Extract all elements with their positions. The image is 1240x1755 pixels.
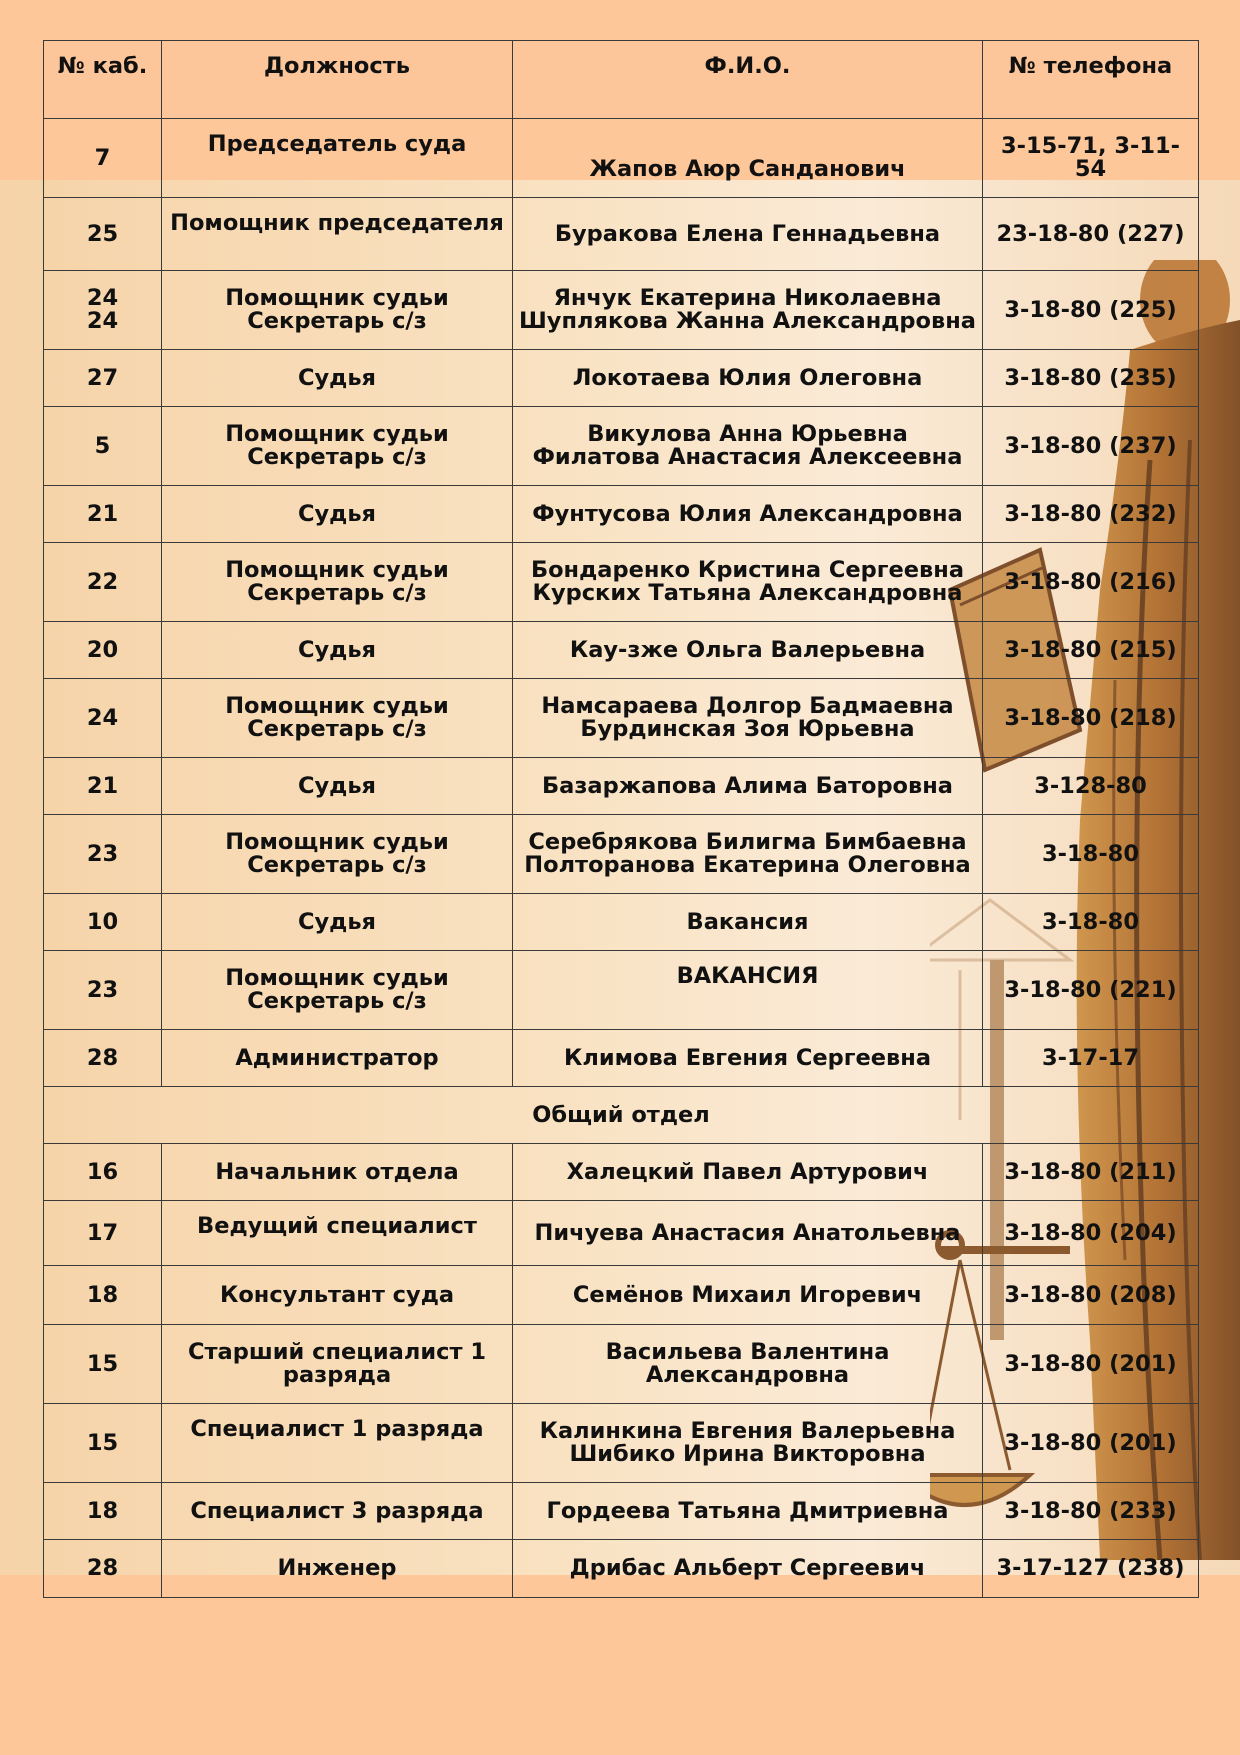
cell-name [513, 407, 983, 486]
cell-position [162, 1266, 513, 1325]
cell-phone [983, 1266, 1199, 1325]
phone-text: 3-128-80 [1034, 772, 1147, 799]
name-text: Локотаева Юлия Олеговна [572, 364, 923, 391]
name-text: Жапов Аюр Санданович [589, 156, 906, 182]
room-text: 16 [86, 1158, 119, 1185]
cell-phone [983, 350, 1199, 407]
table-row [44, 1201, 1199, 1266]
section-row [44, 1087, 1199, 1144]
table-row [44, 1404, 1199, 1483]
room-text: 22 [86, 568, 119, 595]
name-text: Серебрякова Билигма Бимбаевна [528, 829, 967, 855]
table-row [44, 543, 1199, 622]
name-text: Шуплякова Жанна Александровна [519, 308, 976, 334]
room-text: 28 [86, 1044, 119, 1071]
cell-room [44, 271, 162, 350]
table-row [44, 1483, 1199, 1540]
name-text: Шибико Ирина Викторовна [569, 1441, 926, 1467]
header-name-label: Ф.И.О. [704, 53, 791, 79]
cell-name [513, 350, 983, 407]
name-text: Филатова Анастасия Алексеевна [532, 444, 963, 470]
cell-position [162, 1325, 513, 1404]
cell-phone [983, 622, 1199, 679]
phone-text: 3-18-80 (225) [1004, 296, 1177, 323]
cell-position [162, 1201, 513, 1266]
table-row [44, 1325, 1199, 1404]
table-row [44, 679, 1199, 758]
room-text: 17 [86, 1219, 119, 1246]
cell-position [162, 198, 513, 271]
name-text: Дрибас Альберт Сергеевич [569, 1555, 926, 1581]
cell-room [44, 1325, 162, 1404]
cell-position [162, 1030, 513, 1087]
cell-position [162, 622, 513, 679]
cell-room [44, 894, 162, 951]
phone-text: 3-18-80 (204) [1004, 1219, 1177, 1246]
position-text: Секретарь с/з [247, 308, 427, 334]
room-text: 21 [86, 500, 119, 527]
table-row [44, 815, 1199, 894]
table-row [44, 1030, 1199, 1087]
cell-name [513, 1540, 983, 1598]
cell-phone [983, 679, 1199, 758]
name-text: Пичуева Анастасия Анатольевна [534, 1219, 961, 1246]
table-row [44, 198, 1199, 271]
phone-text: 3-18-80 (221) [1004, 976, 1177, 1003]
cell-name [513, 1266, 983, 1325]
table-row [44, 951, 1199, 1030]
cell-position [162, 543, 513, 622]
cell-position [162, 951, 513, 1030]
cell-phone [983, 1483, 1199, 1540]
cell-phone [983, 894, 1199, 951]
cell-room [44, 1266, 162, 1325]
position-text: Судья [297, 364, 377, 391]
cell-room [44, 1540, 162, 1598]
cell-position [162, 119, 513, 198]
name-text: Базаржапова Алима Баторовна [542, 772, 953, 799]
position-text: Судья [297, 636, 377, 663]
cell-name [513, 951, 983, 1030]
name-text: Полторанова Екатерина Олеговна [524, 852, 971, 878]
phone-text: 3-15-71, 3-11-54 [1001, 133, 1180, 182]
position-text: разряда [282, 1362, 392, 1388]
room-text: 18 [86, 1281, 119, 1308]
cell-position [162, 758, 513, 815]
position-text: Секретарь с/з [247, 444, 427, 470]
phone-text: 3-18-80 (211) [1004, 1158, 1177, 1185]
section-title: Общий отдел [44, 1087, 1199, 1144]
name-text: Бондаренко Кристина Сергеевна [530, 557, 965, 583]
header-room-label: № каб. [57, 53, 148, 79]
cell-name [513, 679, 983, 758]
position-text: Помощник судьи [225, 421, 449, 447]
name-text: Курских Татьяна Александровна [532, 580, 963, 606]
cell-position [162, 486, 513, 543]
cell-room [44, 679, 162, 758]
header-phone [983, 41, 1199, 119]
table-row [44, 407, 1199, 486]
cell-phone [983, 1030, 1199, 1087]
table-row [44, 119, 1199, 198]
cell-phone [983, 486, 1199, 543]
name-text: Фунтусова Юлия Александровна [532, 500, 963, 527]
name-text: Александровна [645, 1362, 850, 1388]
position-text: Начальник отдела [215, 1158, 459, 1185]
table-row [44, 486, 1199, 543]
table-row [44, 350, 1199, 407]
cell-name [513, 894, 983, 951]
phone-text: 3-18-80 (218) [1004, 704, 1177, 731]
room-text: 20 [86, 636, 119, 663]
name-text: Бурдинская Зоя Юрьевна [580, 716, 915, 742]
phone-text: 3-18-80 (216) [1004, 568, 1177, 595]
room-text: 15 [86, 1350, 119, 1377]
phone-text: 3-18-80 [1042, 908, 1139, 935]
cell-room [44, 486, 162, 543]
position-text: Секретарь с/з [247, 852, 427, 878]
room-text: 10 [86, 908, 119, 935]
cell-name [513, 1201, 983, 1266]
phone-text: 3-17-17 [1042, 1044, 1139, 1071]
cell-room [44, 1030, 162, 1087]
cell-position [162, 1483, 513, 1540]
position-text: Помощник судьи [225, 285, 449, 311]
position-text: Консультант суда [219, 1281, 455, 1308]
cell-name [513, 119, 983, 198]
position-text: Секретарь с/з [247, 716, 427, 742]
cell-phone [983, 119, 1199, 198]
header-position-label: Должность [264, 53, 410, 79]
phone-text: 3-18-80 (201) [1004, 1350, 1177, 1377]
cell-phone [983, 951, 1199, 1030]
cell-room [44, 622, 162, 679]
table-row [44, 1144, 1199, 1201]
cell-name [513, 1404, 983, 1483]
position-text: Специалист 1 разряда [190, 1416, 484, 1442]
cell-phone [983, 1201, 1199, 1266]
position-text: Ведущий специалист [197, 1213, 477, 1239]
cell-phone [983, 271, 1199, 350]
cell-position [162, 350, 513, 407]
cell-name [513, 1325, 983, 1404]
cell-phone [983, 543, 1199, 622]
room-text: 27 [86, 364, 119, 391]
cell-name [513, 622, 983, 679]
phone-text: 3-18-80 (208) [1004, 1281, 1177, 1308]
cell-position [162, 679, 513, 758]
name-text: Гордеева Татьяна Дмитриевна [546, 1497, 949, 1524]
cell-name [513, 815, 983, 894]
phone-text: 23-18-80 (227) [996, 220, 1185, 247]
cell-position [162, 1144, 513, 1201]
position-text: Администратор [235, 1044, 439, 1071]
room-text: 28 [86, 1555, 119, 1581]
cell-room [44, 1201, 162, 1266]
cell-position [162, 271, 513, 350]
phone-directory-table [43, 40, 1199, 1598]
cell-name [513, 271, 983, 350]
cell-phone [983, 815, 1199, 894]
cell-phone [983, 1144, 1199, 1201]
room-text: 23 [86, 976, 119, 1003]
name-text: Викулова Анна Юрьевна [587, 421, 908, 447]
cell-room [44, 1144, 162, 1201]
table-body [44, 119, 1199, 1598]
cell-position [162, 1540, 513, 1598]
name-text: Халецкий Павел Артурович [566, 1158, 929, 1185]
cell-room [44, 198, 162, 271]
cell-phone [983, 758, 1199, 815]
cell-room [44, 543, 162, 622]
cell-room [44, 758, 162, 815]
header-room [44, 41, 162, 119]
room-text: 7 [94, 144, 111, 171]
cell-name [513, 486, 983, 543]
position-text: Помощник судьи [225, 829, 449, 855]
room-text: 5 [94, 432, 111, 459]
cell-name [513, 543, 983, 622]
position-text: Помощник судьи [225, 965, 449, 991]
position-text: Председатель суда [207, 131, 467, 157]
name-text: Васильева Валентина [605, 1339, 890, 1365]
cell-name [513, 758, 983, 815]
name-text: Кау-зже Ольга Валерьевна [569, 636, 926, 663]
position-text: Помощник судьи [225, 557, 449, 583]
phone-text: 3-18-80 (235) [1004, 364, 1177, 391]
header-position [162, 41, 513, 119]
table-row [44, 1266, 1199, 1325]
cell-phone [983, 1325, 1199, 1404]
cell-name [513, 1144, 983, 1201]
cell-room [44, 407, 162, 486]
position-text: Помощник судьи [225, 693, 449, 719]
phone-text: 3-18-80 (237) [1004, 432, 1177, 459]
name-text: Семёнов Михаил Игоревич [572, 1281, 923, 1308]
cell-room [44, 951, 162, 1030]
position-text: Помощник председателя [170, 210, 504, 236]
cell-position [162, 894, 513, 951]
cell-phone [983, 407, 1199, 486]
cell-name [513, 1483, 983, 1540]
header-name [513, 41, 983, 119]
room-text: 24 [86, 308, 119, 334]
name-text: Климова Евгения Сергеевна [563, 1044, 932, 1071]
cell-room [44, 350, 162, 407]
phone-text: 3-18-80 (215) [1004, 636, 1177, 663]
cell-name [513, 198, 983, 271]
phone-text: 3-17-127 (238) [996, 1555, 1185, 1581]
cell-room [44, 119, 162, 198]
room-text: 24 [86, 704, 119, 731]
table-row [44, 271, 1199, 350]
position-text: Старший специалист 1 [188, 1339, 486, 1365]
name-text: Буракова Елена Геннадьевна [554, 220, 941, 247]
cell-room [44, 1483, 162, 1540]
table-row [44, 1540, 1199, 1598]
room-text: 24 [86, 285, 119, 311]
room-text: 21 [86, 772, 119, 799]
table-row [44, 758, 1199, 815]
cell-phone [983, 1540, 1199, 1598]
room-text: 18 [86, 1497, 119, 1524]
cell-position [162, 815, 513, 894]
phone-text: 3-18-80 (233) [1004, 1497, 1177, 1524]
cell-phone [983, 198, 1199, 271]
cell-position [162, 407, 513, 486]
cell-phone [983, 1404, 1199, 1483]
cell-position [162, 1404, 513, 1483]
position-text: Судья [297, 772, 377, 799]
phone-text: 3-18-80 [1042, 840, 1139, 867]
name-text: Вакансия [686, 908, 809, 935]
room-text: 25 [86, 220, 119, 247]
room-text: 15 [86, 1429, 119, 1456]
table-row [44, 622, 1199, 679]
phone-text: 3-18-80 (201) [1004, 1429, 1177, 1456]
cell-room [44, 815, 162, 894]
name-text: ВАКАНСИЯ [676, 963, 819, 989]
position-text: Специалист 3 разряда [190, 1497, 484, 1524]
name-text: Намсараева Долгор Бадмаевна [541, 693, 954, 719]
position-text: Судья [297, 500, 377, 527]
room-text: 23 [86, 840, 119, 867]
position-text: Инженер [277, 1555, 397, 1581]
position-text: Секретарь с/з [247, 988, 427, 1014]
position-text: Судья [297, 908, 377, 935]
cell-name [513, 1030, 983, 1087]
header-phone-label: № телефона [1008, 53, 1173, 79]
cell-room [44, 1404, 162, 1483]
table-header-row [44, 41, 1199, 119]
name-text: Калинкина Евгения Валерьевна [539, 1418, 956, 1444]
name-text: Янчук Екатерина Николаевна [553, 285, 942, 311]
phone-text: 3-18-80 (232) [1004, 500, 1177, 527]
position-text: Секретарь с/з [247, 580, 427, 606]
table-row [44, 894, 1199, 951]
